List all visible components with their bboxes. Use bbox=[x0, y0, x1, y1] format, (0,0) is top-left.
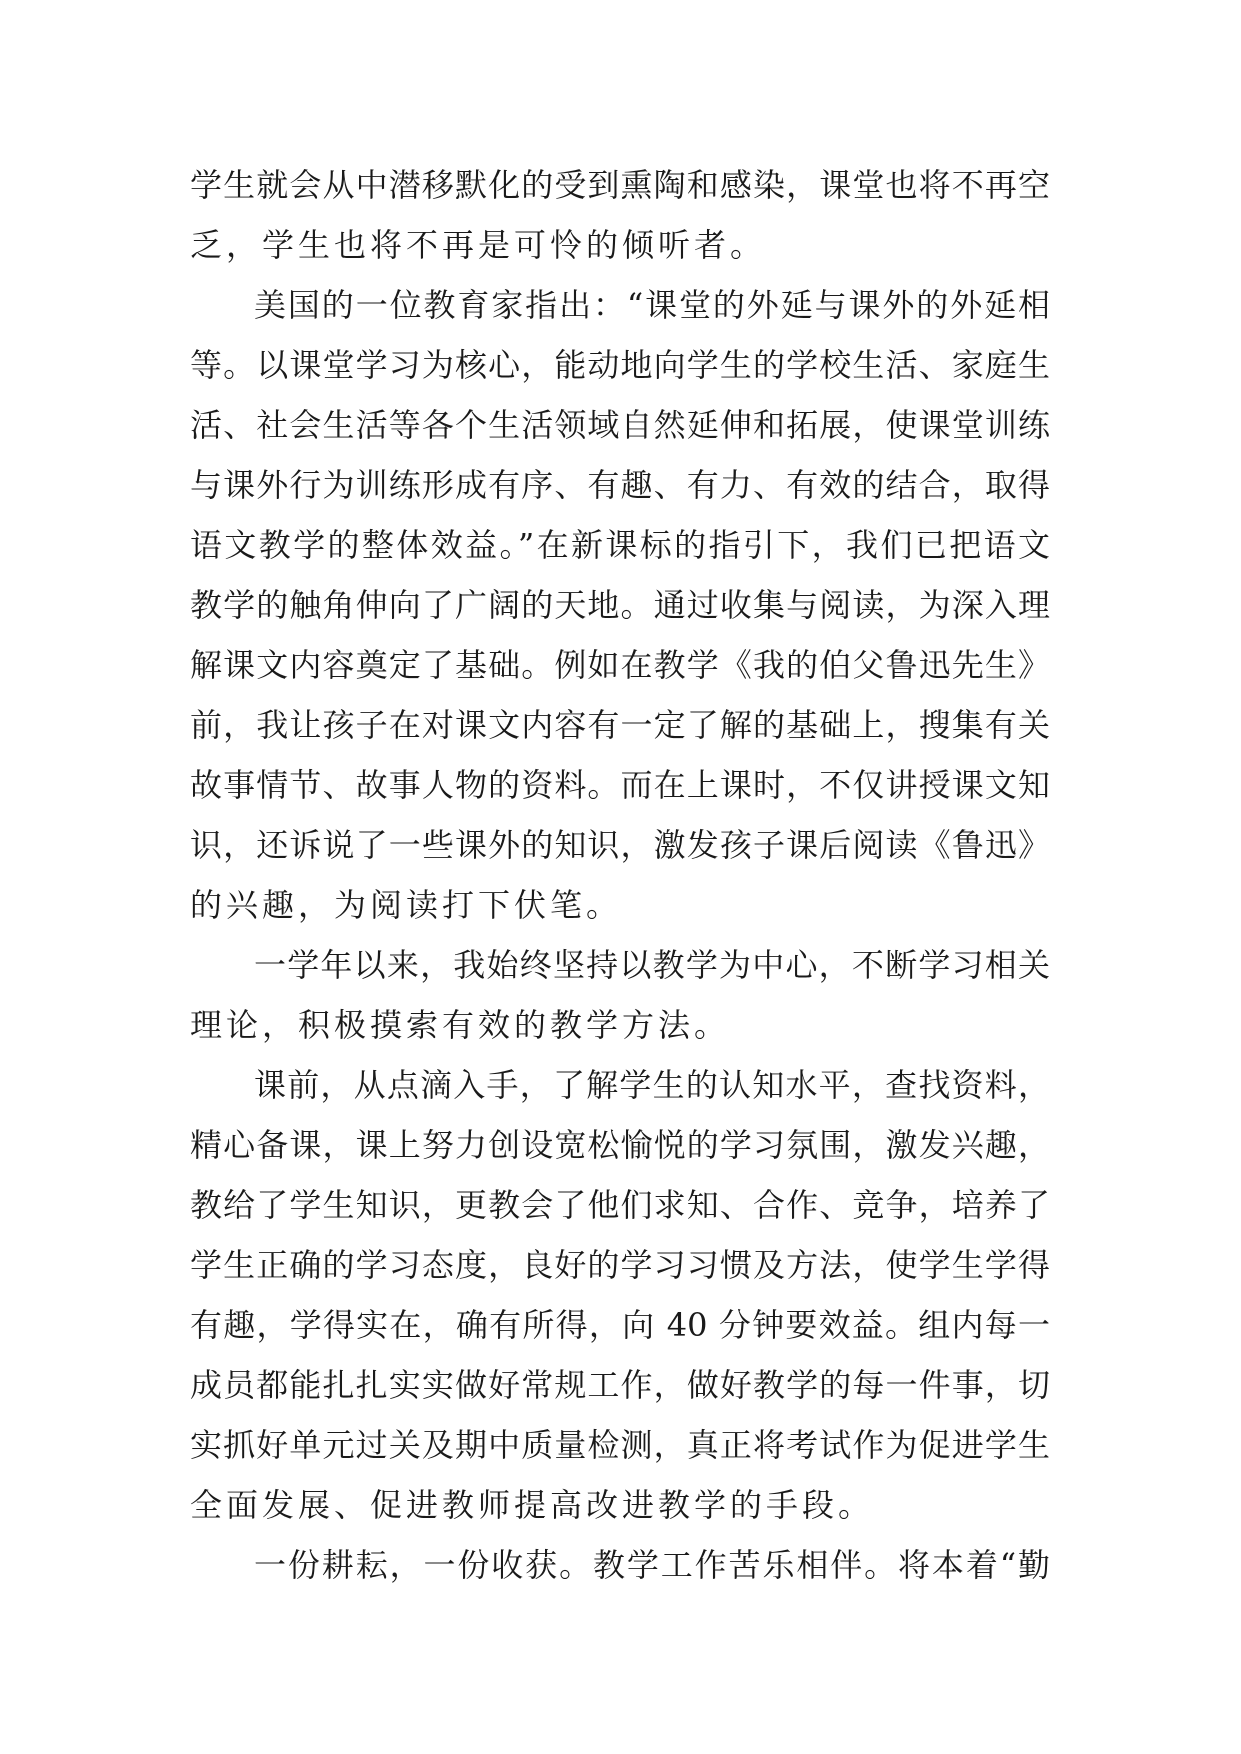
text-line: 学生就会从中潜移默化的受到熏陶和感染，课堂也将不再空 bbox=[190, 166, 1050, 204]
text-line: 有趣，学得实在，确有所得，向 40 分钟要效益。组内每一 bbox=[190, 1306, 1050, 1344]
paragraph bbox=[190, 275, 1050, 935]
paragraph bbox=[190, 155, 1050, 275]
paragraph bbox=[190, 1535, 1050, 1595]
text-line: 的兴趣，为阅读打下伏笔。 bbox=[190, 886, 623, 924]
document-body bbox=[190, 155, 1050, 1595]
text-line: 与课外行为训练形成有序、有趣、有力、有效的结合，取得 bbox=[190, 466, 1050, 504]
text-line: 课前，从点滴入手，了解学生的认知水平，查找资料， bbox=[254, 1066, 1050, 1104]
text-line: 学生正确的学习态度，良好的学习习惯及方法，使学生学得 bbox=[190, 1246, 1050, 1284]
text-line: 全面发展、促进教师提高改进教学的手段。 bbox=[190, 1486, 875, 1524]
text-line: 解课文内容奠定了基础。例如在教学《我的伯父鲁迅先生》 bbox=[190, 646, 1050, 684]
text-line: 乏，学生也将不再是可怜的倾听者。 bbox=[190, 226, 767, 264]
paragraph bbox=[190, 1055, 1050, 1535]
text-line: 教学的触角伸向了广阔的天地。通过收集与阅读，为深入理 bbox=[190, 586, 1050, 624]
text-line: 语文教学的整体效益。”在新课标的指引下，我们已把语文 bbox=[190, 526, 1050, 564]
text-line: 实抓好单元过关及期中质量检测，真正将考试作为促进学生 bbox=[190, 1426, 1050, 1464]
text-line: 教给了学生知识，更教会了他们求知、合作、竞争，培养了 bbox=[190, 1186, 1050, 1224]
text-line: 等。以课堂学习为核心，能动地向学生的学校生活、家庭生 bbox=[190, 346, 1050, 384]
text-line: 一份耕耘，一份收获。教学工作苦乐相伴。将本着“勤 bbox=[254, 1546, 1050, 1584]
text-line: 精心备课，课上努力创设宽松愉悦的学习氛围，激发兴趣， bbox=[190, 1126, 1050, 1164]
text-line: 故事情节、故事人物的资料。而在上课时，不仅讲授课文知 bbox=[190, 766, 1050, 804]
text-line: 美国的一位教育家指出：“课堂的外延与课外的外延相 bbox=[254, 286, 1050, 324]
text-line: 一学年以来，我始终坚持以教学为中心，不断学习相关 bbox=[254, 946, 1050, 984]
text-line: 前，我让孩子在对课文内容有一定了解的基础上，搜集有关 bbox=[190, 706, 1050, 744]
text-line: 活、社会生活等各个生活领域自然延伸和拓展，使课堂训练 bbox=[190, 406, 1050, 444]
text-line: 识，还诉说了一些课外的知识，激发孩子课后阅读《鲁迅》 bbox=[190, 826, 1050, 864]
text-line: 理论，积极摸索有效的教学方法。 bbox=[190, 1006, 731, 1044]
text-line: 成员都能扎扎实实做好常规工作，做好教学的每一件事，切 bbox=[190, 1366, 1050, 1404]
paragraph bbox=[190, 935, 1050, 1055]
